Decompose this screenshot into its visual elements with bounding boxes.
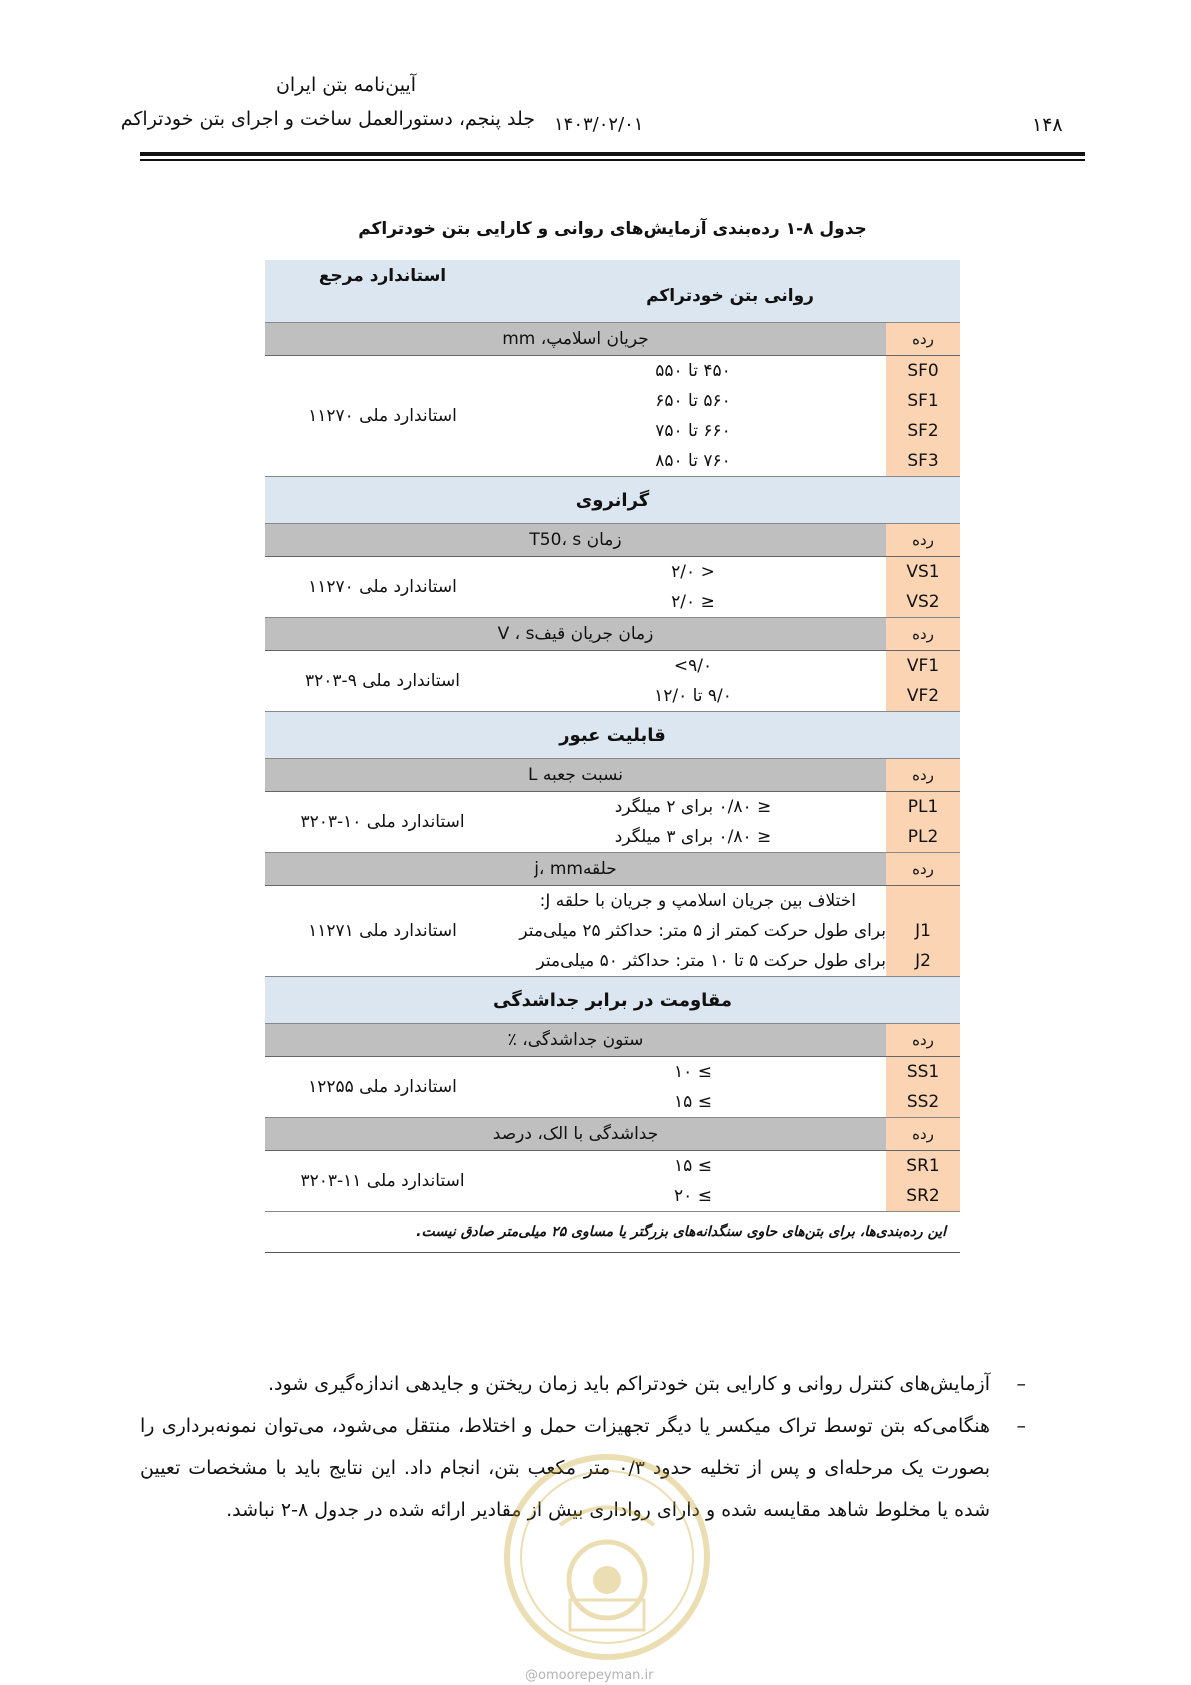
jring-label: حلقهj، mm	[265, 853, 886, 886]
dash-bullet: –	[1016, 1373, 1026, 1395]
value-cell: ۴۵۰ تا ۵۵۰ ۵۶۰ تا ۶۵۰ ۶۶۰ تا ۷۵۰ ۷۶۰ تا ۸۵۰	[500, 356, 886, 477]
subheader-row	[265, 1118, 960, 1151]
table-caption: جدول ۸-۱ رده‌بندی آزمایش‌های روانی و کارایی بتن خودتراکم	[358, 219, 867, 239]
grade-label: رده	[886, 1024, 960, 1057]
standard-cell: استاندارد ملی ۱۰-۳۲۰۳	[265, 792, 500, 853]
value-cell: ≥ ۱۵ ≥ ۲۰	[500, 1151, 886, 1212]
grade-label: رده	[886, 618, 960, 651]
subheader-row	[265, 323, 960, 356]
standard-cell: استاندارد ملی ۱۱-۳۲۰۳	[265, 1151, 500, 1212]
header-rule-thin	[140, 159, 1085, 161]
page-number: ۱۴۸	[1032, 114, 1063, 136]
bullet-text: آزمایش‌های کنترل روانی و کارایی بتن خودتراکم باید زمان ریختن و جایدهی اندازه‌گیری شود.	[267, 1373, 990, 1395]
bullet-text: هنگامی‌که بتن توسط تراک میکسر یا دیگر تجهیزات حمل و اختلاط، منتقل می‌شود، می‌توان نمونه‌برداری را بصورت یک مرحله‌ای و پس از تخلیه حدود ۰/۳ متر مکعب بتن، انجام داد. این نتایج باید با مشخصات تعیین شده یا مخلوط شاهد مقایسه شده و دارای رواداری بیش از مقادیر ارائه شده در جدول ۸-۲ نباشد.	[140, 1415, 990, 1521]
value-cell: ۹/۰> ۹/۰ تا ۱۲/۰	[500, 651, 886, 712]
slump-group	[265, 356, 960, 477]
vfunnel-label: زمان جریان قیفV ، s	[265, 618, 886, 651]
grade-cell: SR1 SR2	[886, 1151, 960, 1212]
grade-label: رده	[886, 1118, 960, 1151]
segregation-section: مقاومت در برابر جداشدگی	[265, 977, 960, 1024]
standard-cell: استاندارد ملی ۱۱۲۷۱	[265, 886, 500, 977]
sieve-segregation-label: جداشدگی با الک، درصد	[265, 1118, 886, 1151]
grade-cell: VF1 VF2	[886, 651, 960, 712]
header-standard: استاندارد مرجع	[265, 260, 500, 323]
value-cell: < ۲/۰ ≤ ۲/۰	[500, 557, 886, 618]
watermark-url: @omoorepeyman.ir	[525, 1668, 654, 1683]
sieve-segregation-group	[265, 1151, 960, 1212]
document-title: آیین‌نامه بتن ایران	[275, 74, 416, 96]
jring-group	[265, 886, 960, 977]
dash-bullet: –	[1016, 1415, 1026, 1437]
standard-cell: استاندارد ملی ۹-۳۲۰۳	[265, 651, 500, 712]
table-header-row	[265, 260, 960, 323]
lbox-group	[265, 792, 960, 853]
page-header	[120, 62, 1085, 162]
value-cell: ≤ ۰/۸۰ برای ۲ میلگرد ≤ ۰/۸۰ برای ۳ میلگرد	[500, 792, 886, 853]
watermark-seal-icon	[500, 1450, 715, 1665]
classification-table	[265, 260, 960, 1253]
standard-cell: استاندارد ملی ۱۱۲۷۰	[265, 557, 500, 618]
grade-cell: PL1 PL2	[886, 792, 960, 853]
grade-label: رده	[886, 323, 960, 356]
volume-title: جلد پنجم، دستورالعمل ساخت و اجرای بتن خودتراکم	[120, 108, 535, 130]
standard-cell: استاندارد ملی ۱۱۲۷۰	[265, 356, 500, 477]
subheader-row	[265, 1024, 960, 1057]
table-note-row	[265, 1212, 960, 1253]
standard-cell: استاندارد ملی ۱۲۲۵۵	[265, 1057, 500, 1118]
grade-label: رده	[886, 853, 960, 886]
subheader-row	[265, 853, 960, 886]
bullet-item	[140, 1363, 1026, 1405]
section-row	[265, 977, 960, 1024]
value-cell: ≥ ۱۰ ≥ ۱۵	[500, 1057, 886, 1118]
subheader-row	[265, 759, 960, 792]
value-cell: اختلاف بین جریان اسلامپ و جریان با حلقه J: برای طول حرکت کمتر از ۵ متر: حداکثر ۲۵ میلی‌متر برای طول حرکت ۵ تا ۱۰ متر: حداکثر ۵۰ میلی‌متر	[500, 886, 886, 977]
section-row	[265, 477, 960, 524]
grade-cell: VS1 VS2	[886, 557, 960, 618]
subheader-row	[265, 524, 960, 557]
vfunnel-group	[265, 651, 960, 712]
grade-label: رده	[886, 524, 960, 557]
subheader-row	[265, 618, 960, 651]
section-row	[265, 712, 960, 759]
grade-cell: J1 J2	[886, 886, 960, 977]
table-note: این رده‌بندی‌ها، برای بتن‌های حاوی سنگدانه‌های بزرگتر یا مساوی ۲۵ میلی‌متر صادق نیست.	[265, 1212, 960, 1253]
header-spec: روانی بتن خودتراکم	[500, 260, 960, 323]
column-segregation-group	[265, 1057, 960, 1118]
slump-flow-label: جریان اسلامپ، mm	[265, 323, 886, 356]
grade-cell: SS1 SS2	[886, 1057, 960, 1118]
viscosity-section: گرانروی	[265, 477, 960, 524]
header-rule-thick	[140, 152, 1085, 156]
grade-cell: SF0 SF1 SF2 SF3	[886, 356, 960, 477]
t50-label: زمان T50، s	[265, 524, 886, 557]
passing-section: قابلیت عبور	[265, 712, 960, 759]
column-segregation-label: ستون جداشدگی، ٪	[265, 1024, 886, 1057]
publication-date: ۱۴۰۳/۰۲/۰۱	[554, 114, 644, 135]
grade-label: رده	[886, 759, 960, 792]
t50-group	[265, 557, 960, 618]
lbox-label: نسبت جعبه L	[265, 759, 886, 792]
